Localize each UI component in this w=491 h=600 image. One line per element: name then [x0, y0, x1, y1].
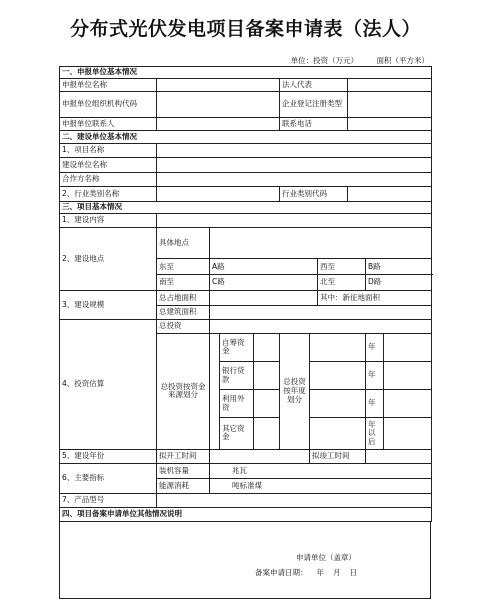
applicant-name-label: 申报单位名称: [60, 79, 157, 91]
year-3-label: 年: [366, 390, 384, 418]
year-after-amount[interactable]: [384, 418, 432, 450]
new-land-label: 其中：新征地面积: [318, 291, 432, 306]
applicant-seal-label: 申请单位（盖章）: [296, 553, 356, 562]
other-funds-field[interactable]: [254, 418, 280, 450]
indicators-label: 6、主要指标: [60, 464, 157, 493]
specific-location-field[interactable]: [210, 227, 432, 259]
year-label: 年: [316, 568, 324, 577]
section-1-heading: 一、申报单位基本情况: [60, 67, 432, 79]
south-value[interactable]: C路: [210, 275, 318, 291]
industry-label: 2、行业类别名称: [60, 187, 157, 202]
phone-label: 联系电话: [280, 117, 348, 131]
scale-label: 3、建设规模: [60, 291, 157, 320]
year-2-label: 年: [366, 361, 384, 389]
project-name-field[interactable]: [157, 143, 432, 158]
org-code-field[interactable]: [157, 91, 280, 117]
section-3-heading: 三、项目基本情况: [60, 202, 432, 214]
investment-unit: 单位：投资（万元）: [290, 56, 359, 65]
north-value[interactable]: D路: [366, 275, 432, 291]
finish-date-label: 拟竣工时间: [310, 449, 366, 464]
funding-split-label: 总投资按资金来源划分: [157, 333, 210, 449]
total-investment-field[interactable]: [210, 320, 432, 334]
capacity-label: 装机容量: [157, 464, 210, 479]
application-date: [255, 567, 357, 578]
month-label: 月: [333, 568, 341, 577]
total-land-field[interactable]: [210, 291, 318, 306]
capacity-unit: 兆瓦: [210, 464, 432, 479]
start-date-field[interactable]: [210, 449, 310, 464]
year-3-field[interactable]: [310, 390, 366, 418]
west-value[interactable]: B路: [366, 259, 432, 275]
energy-use-label: 能源消耗: [157, 479, 210, 494]
application-form-table: [59, 66, 432, 522]
industry-field[interactable]: [157, 187, 280, 202]
east-label: 东至: [157, 259, 210, 275]
year-2-amount[interactable]: [384, 361, 432, 389]
funding-spacer: [210, 333, 220, 449]
model-field[interactable]: [157, 493, 432, 508]
reg-type-label: 企业登记注册类型: [280, 91, 348, 117]
partner-name-field[interactable]: [157, 172, 432, 187]
form-title: 分布式光伏发电项目备案申请表（法人）: [69, 18, 421, 40]
annual-split-label: 总投资按年度划分: [280, 333, 310, 449]
contact-field[interactable]: [157, 117, 280, 131]
year-after-label: 年以后: [366, 418, 384, 450]
south-label: 南至: [157, 275, 210, 291]
specific-location-label: 具体地点: [157, 227, 210, 259]
other-funds-label: 其它资金: [220, 418, 254, 450]
content-field[interactable]: [157, 214, 432, 228]
year-2-field[interactable]: [310, 361, 366, 389]
section-2-heading: 二、建设单位基本情况: [60, 131, 432, 143]
content-label: 1、建设内容: [60, 214, 157, 228]
project-name-label: 1、项目名称: [60, 143, 157, 158]
builder-name-label: 建设单位名称: [60, 158, 157, 173]
self-funds-label: 自筹资金: [220, 333, 254, 361]
total-land-label: 总占地面积: [157, 291, 210, 306]
total-building-label: 总建筑面积: [157, 305, 210, 320]
foreign-capital-field[interactable]: [254, 390, 280, 418]
legal-rep-field[interactable]: [348, 79, 432, 91]
start-date-label: 拟开工时间: [157, 449, 210, 464]
year-3-amount[interactable]: [384, 390, 432, 418]
date-label: 备案申请日期：: [255, 568, 308, 577]
other-info-field[interactable]: [59, 522, 431, 599]
location-label: 2、建设地点: [60, 227, 157, 290]
bank-loans-label: 银行贷款: [220, 361, 254, 389]
foreign-capital-label: 利用外资: [220, 390, 254, 418]
reg-type-field[interactable]: [348, 91, 432, 117]
applicant-name-field[interactable]: [157, 79, 280, 91]
self-funds-field[interactable]: [254, 333, 280, 361]
area-unit: 面积（平方米）: [376, 56, 429, 65]
contact-label: 申报单位联系人: [60, 117, 157, 131]
energy-unit: 吨标准煤: [210, 479, 432, 494]
phone-field[interactable]: [348, 117, 432, 131]
year-4-field[interactable]: [310, 418, 366, 450]
east-value[interactable]: A路: [210, 259, 318, 275]
total-building-field[interactable]: [210, 305, 432, 320]
section-4-heading: 四、项目备案申请单位其他情况说明: [60, 508, 432, 522]
industry-code-field[interactable]: [348, 187, 432, 202]
org-code-label: 申报单位组织机构代码: [60, 91, 157, 117]
year-1-field[interactable]: [310, 333, 366, 361]
unit-note: [275, 55, 429, 66]
north-label: 北至: [318, 275, 366, 291]
finish-date-field[interactable]: [366, 449, 432, 464]
industry-code-label: 行业类别代码: [280, 187, 348, 202]
signature-area: [59, 522, 431, 600]
partner-name-label: 合作方名称: [60, 172, 157, 187]
bank-loans-field[interactable]: [254, 361, 280, 389]
model-label: 7、产品型号: [60, 493, 157, 508]
day-label: 日: [349, 568, 357, 577]
year-1-amount[interactable]: [384, 333, 432, 361]
year-1-label: 年: [366, 333, 384, 361]
west-label: 西至: [318, 259, 366, 275]
builder-name-field[interactable]: [157, 158, 432, 173]
build-year-label: 5、建设年份: [60, 449, 157, 464]
total-investment-label: 总投资: [157, 320, 210, 334]
legal-rep-label: 法人代表: [280, 79, 348, 91]
investment-label: 4、投资估算: [60, 320, 157, 449]
